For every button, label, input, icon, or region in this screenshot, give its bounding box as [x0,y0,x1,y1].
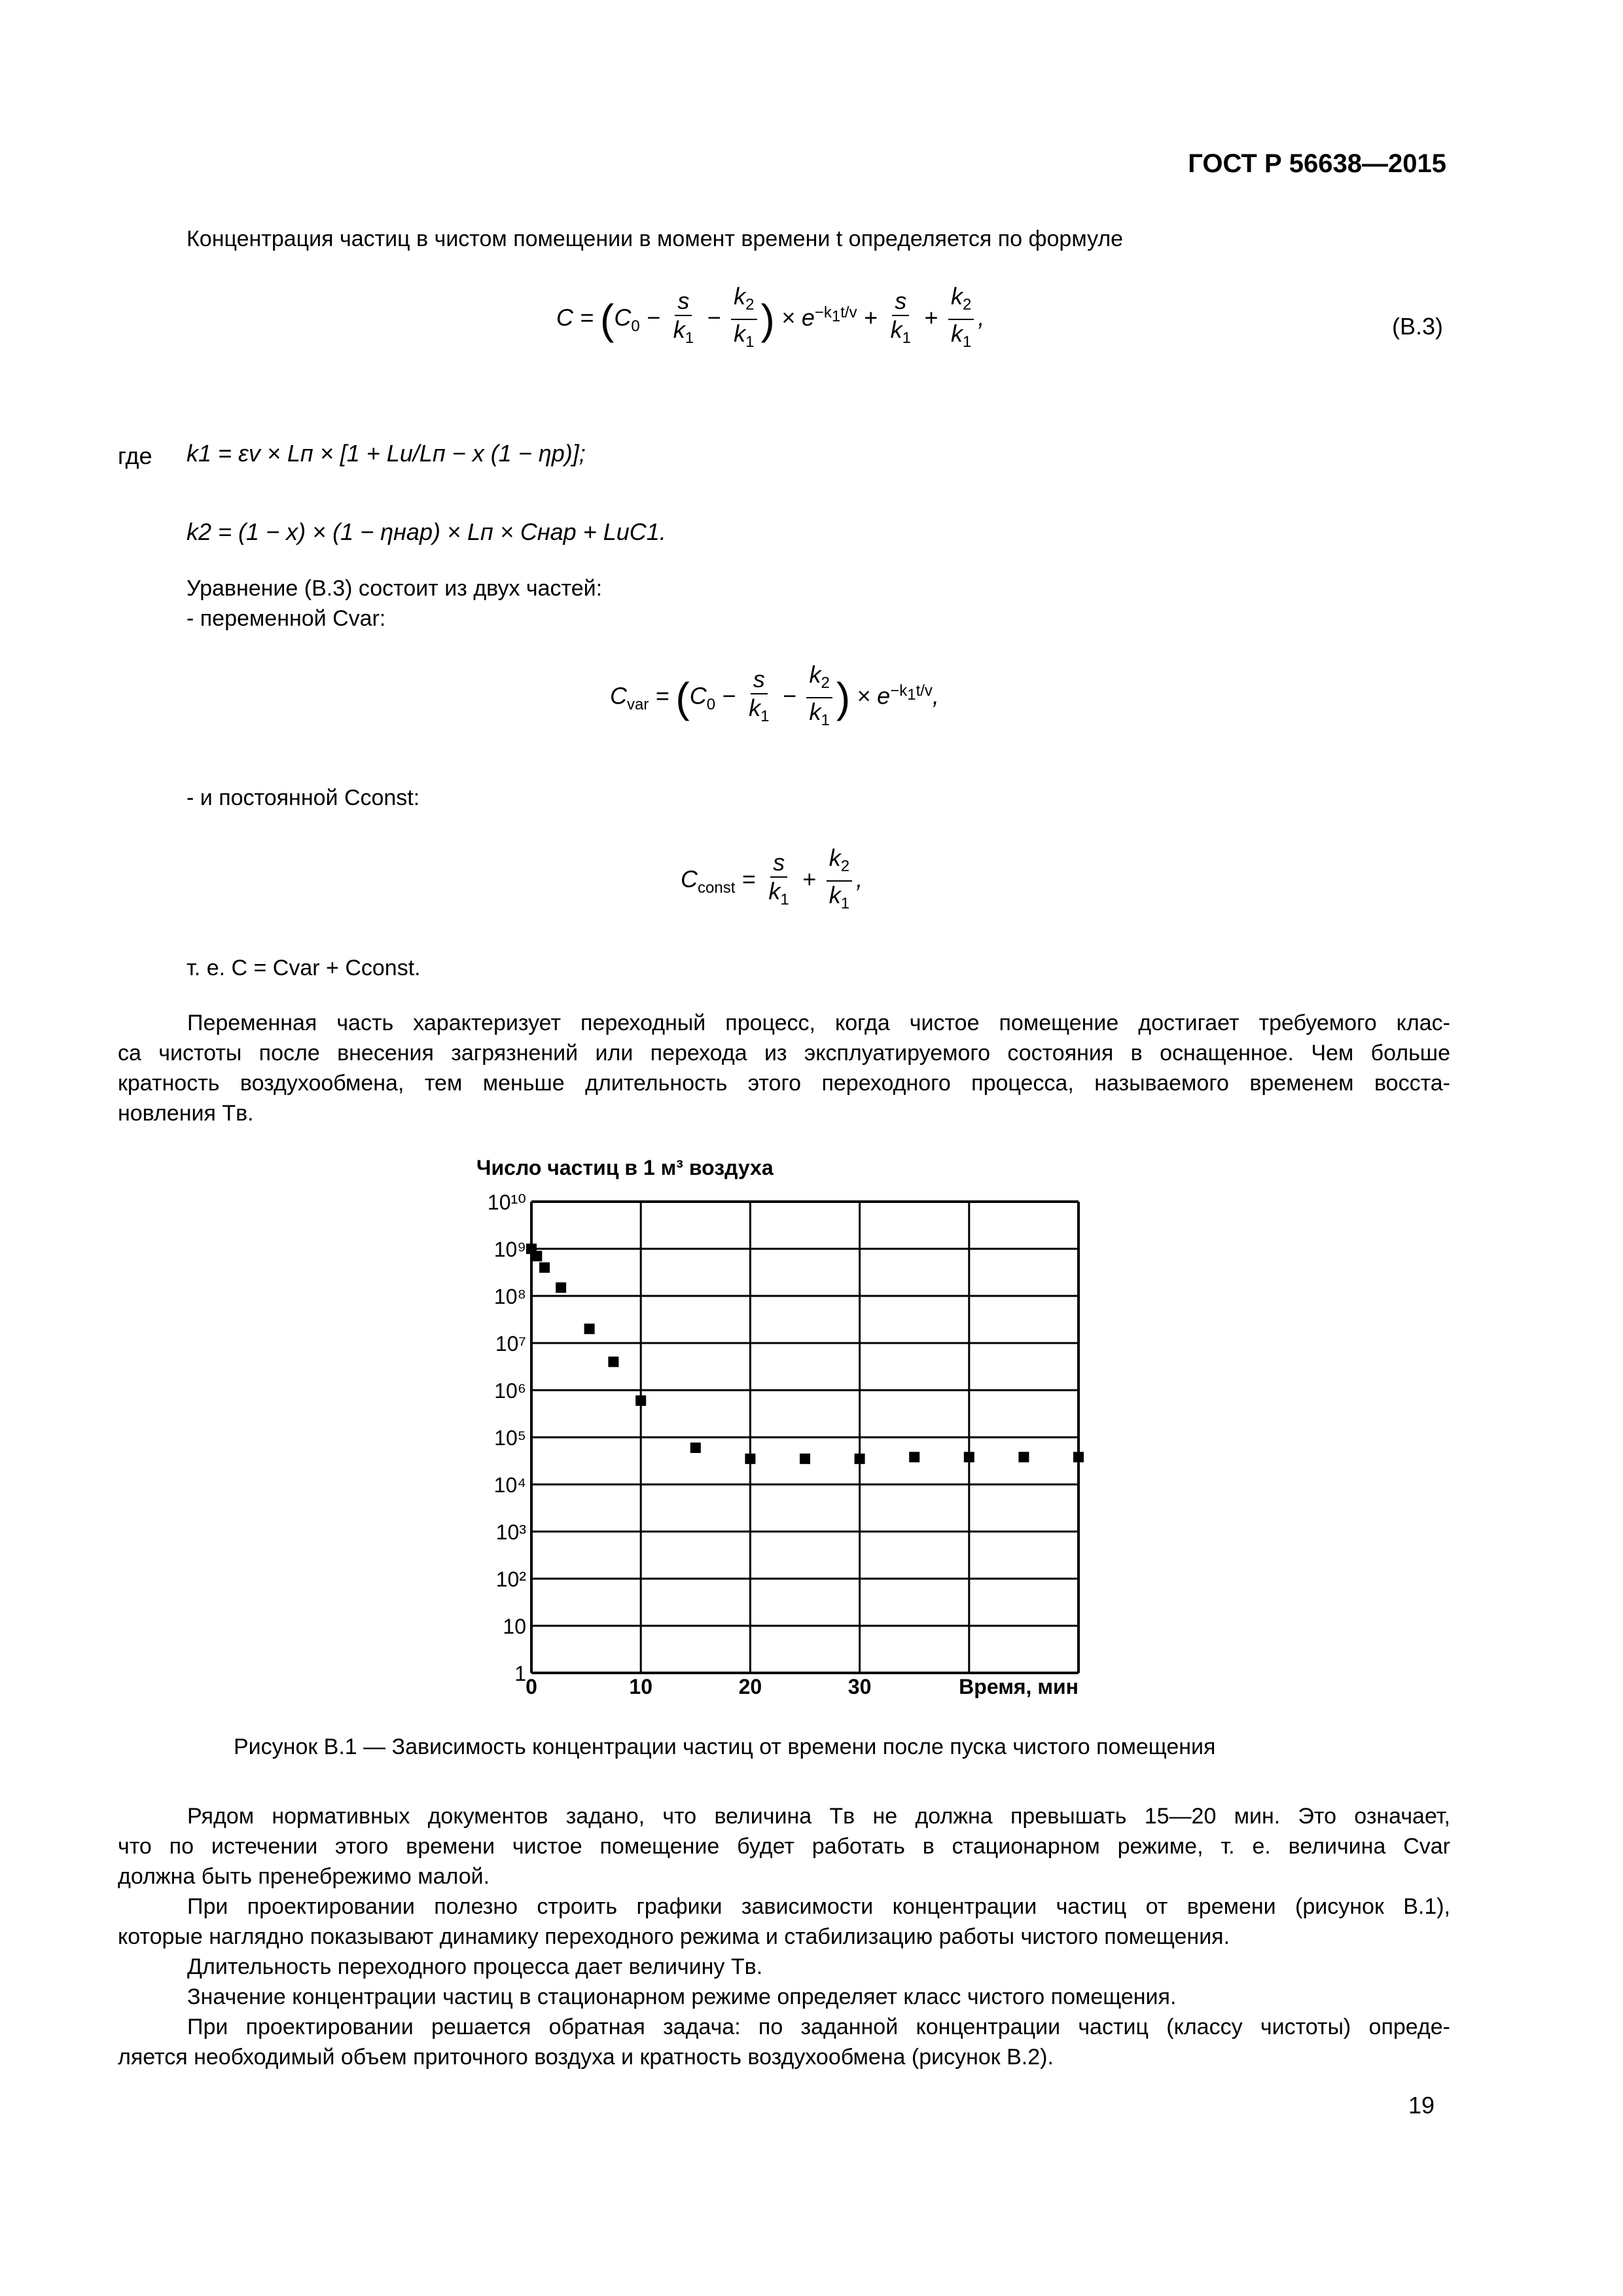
formula-b3: $C = (C_0$ − $\frac{s}{k_1}$ − $\frac{k_2}{k_1}$ ) × $e^{-k_1t/v}$ + $\frac{s}{k_1}$ + $\frac{k_2}{k_1}$ , [556,283,985,351]
paragraph-1-line: кратность воздухообмена, тем меньше длительность этого переходного процесса, называемого временем восста- [118,1071,1450,1096]
data-point [635,1395,646,1406]
paragraph-2-line: должна быть пренебрежимо малой. [118,1864,490,1889]
paragraph-3-line: которые наглядно показывают динамику переходного режима и стабилизацию работы чистого помещения. [118,1924,1230,1949]
y-tick-label: 1 [514,1662,526,1685]
data-point [964,1452,974,1462]
sum-text: т. е. C = Cvar + Cconst. [187,956,421,980]
y-tick-label: 10⁶ [494,1379,526,1403]
standard-header: ГОСТ Р 56638—2015 [1188,149,1446,178]
data-point [584,1323,595,1334]
particle-concentration-chart [458,1152,1113,1715]
paragraph-3 [118,1892,1450,1952]
paragraph-3-line: При проектировании полезно строить графики зависимости концентрации частиц от времени (рисунок В.1), [187,1894,1450,1919]
y-tick-label: 10 [503,1615,526,1638]
chart-title: Число частиц в 1 м³ воздуха [476,1156,774,1179]
data-point [556,1282,566,1293]
paragraph-6-line: При проектировании решается обратная задача: по заданной концентрации частиц (классу чистоты) опреде- [187,2015,1450,2039]
x-tick-label: 20 [738,1675,762,1698]
data-point [531,1251,542,1261]
paragraph-1-line: новления Tв. [118,1101,254,1126]
paragraph-5: Значение концентрации частиц в стационарном режиме определяет класс чистого помещения. [187,1984,1177,2009]
formula-cconst: $C_{const}$ = $\frac{s}{k_1}$ + $\frac{k_2}{k_1}$ , [681,844,863,913]
formula-b3-lhs: C = [556,304,594,331]
paragraph-6-line: ляется необходимый объем приточного воздуха и кратность воздухообмена (рисунок В.2). [118,2045,1054,2070]
paragraph-2-line: что по истечении этого времени чистое помещение будет работать в стационарном режиме, т. е. величина Cvar [118,1834,1450,1859]
k2-definition: k2 = (1 − x) × (1 − ηнар) × Lп × Cнар + LиC1. [187,518,666,545]
paragraph-1-line: Переменная часть характеризует переходный процесс, когда чистое помещение достигает требуемого клас- [187,1011,1450,1035]
paragraph-6 [118,2012,1450,2072]
data-point [690,1443,701,1453]
data-point [745,1454,755,1464]
x-tick-label: 0 [526,1675,537,1698]
formula-cvar: $C_{var} = (C_0$ − $\frac{s}{k_1}$ − $\frac{k_2}{k_1}$ ) × $e^{-k_1t/v}$, [610,661,939,730]
y-tick-label: 10¹⁰ [487,1191,526,1214]
y-tick-label: 10⁷ [495,1332,526,1355]
chart-x-axis-label: Время, мин [959,1675,1079,1698]
y-tick-label: 10⁹ [493,1238,526,1261]
const-item: - и постоянной Cconst: [187,785,420,810]
x-tick-label: 30 [847,1675,872,1698]
chart-x-ticks [526,1675,871,1698]
paragraph-1-line: са чистоты после внесения загрязнений или перехода из эксплуатируемого состояния в оснащенное. Чем больше [118,1041,1450,1066]
chart-grid [531,1202,1079,1673]
data-point [909,1452,919,1462]
y-tick-label: 10⁴ [493,1473,526,1497]
page-number: 19 [1408,2092,1435,2119]
data-point [539,1263,550,1273]
paragraph-2 [118,1801,1450,1892]
paragraph-4: Длительность переходного процесса дает величину Tв. [187,1954,763,1979]
figure-caption: Рисунок В.1 — Зависимость концентрации частиц от времени после пуска чистого помещения [234,1734,1216,1759]
var-item: - переменной Cvar: [187,606,386,631]
k1-definition: k1 = εv × Lп × [1 + Lи/Lп − x (1 − ηр)]; [187,440,586,467]
x-tick-label: 10 [629,1675,652,1698]
data-point [1073,1452,1084,1462]
paragraph-1 [118,1008,1450,1128]
where-label: где [118,442,152,469]
y-tick-label: 10⁸ [493,1285,526,1308]
formula-b3-label: (В.3) [1391,313,1443,340]
intro-text: Концентрация частиц в чистом помещении в момент времени t определяется по формуле [187,226,1124,251]
paragraph-2-line: Рядом нормативных документов задано, что величина Tв не должна превышать 15—20 мин. Это означает, [187,1804,1450,1829]
y-tick-label: 10⁵ [494,1426,526,1450]
data-point [800,1454,810,1464]
chart-points [526,1244,1084,1464]
y-tick-label: 10³ [495,1520,526,1544]
chart-y-ticks [488,1191,526,1685]
data-point [1018,1452,1029,1462]
data-point [855,1454,865,1464]
data-point [608,1357,618,1367]
y-tick-label: 10² [495,1568,526,1591]
parts-intro: Уравнение (В.3) состоит из двух частей: [187,576,603,601]
